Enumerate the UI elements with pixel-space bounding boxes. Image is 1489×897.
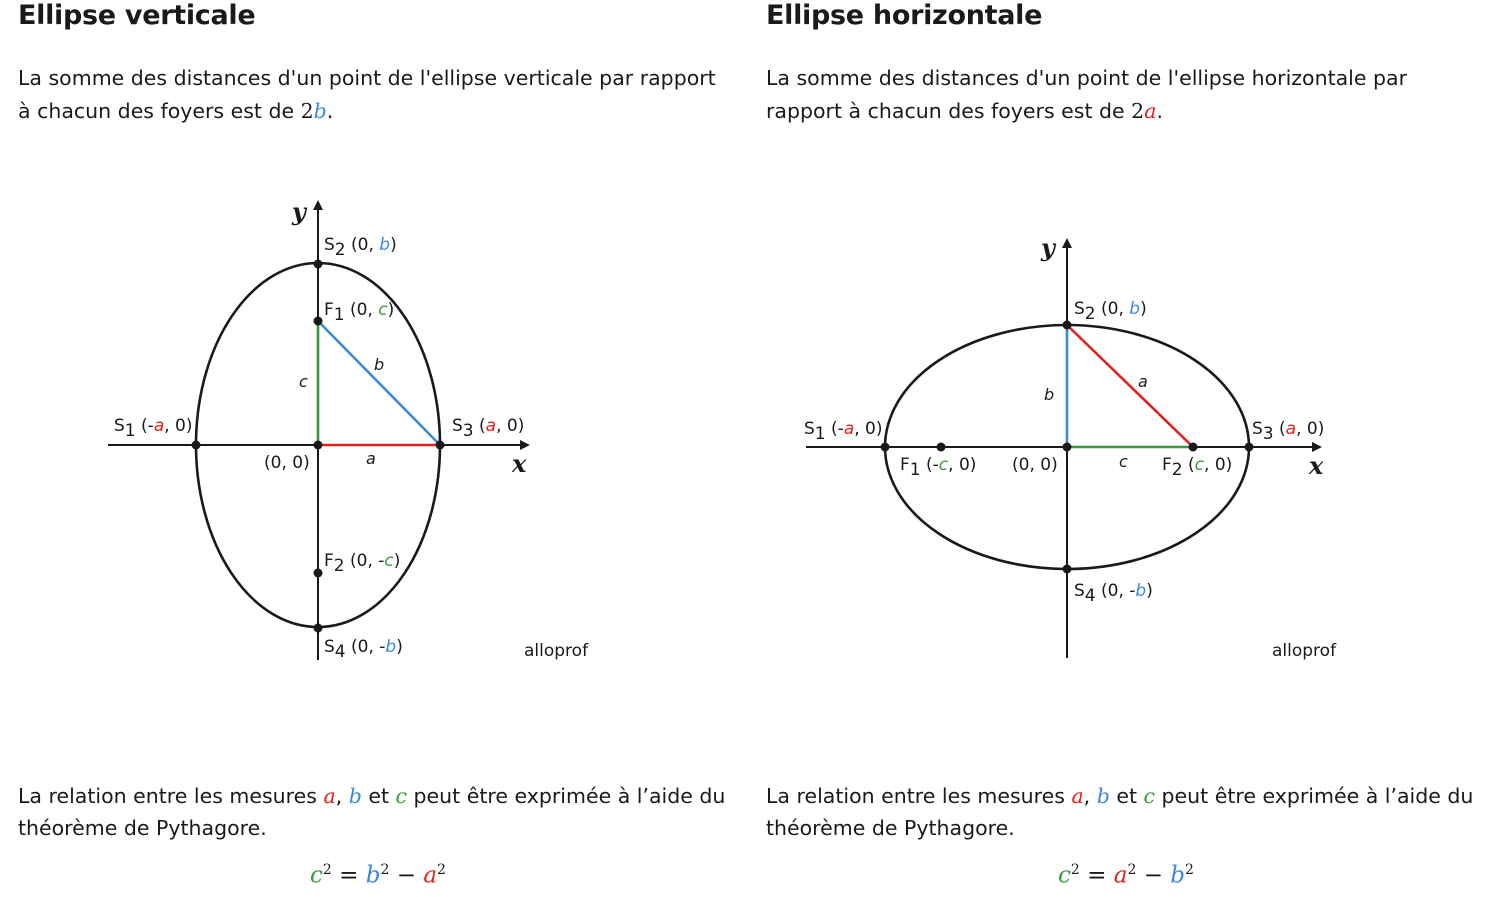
section-title: Ellipse verticale (18, 0, 256, 31)
point-s2 (1063, 321, 1072, 330)
label-origin: (0, 0) (264, 453, 310, 473)
label-s2: S2 (0, b) (324, 235, 397, 260)
segment-b-label: b (374, 355, 385, 374)
formula-exp: 2 (1127, 862, 1137, 878)
x-axis-label: x (512, 449, 527, 478)
label-f1: F1 (0, c) (324, 300, 395, 325)
point-s4 (314, 624, 323, 633)
alloprof-logo: alloprof (524, 641, 589, 661)
y-axis-label: y (292, 197, 306, 226)
horizontal-ellipse-diagram (794, 230, 1374, 670)
formula-exp: 2 (1185, 862, 1194, 878)
relation-var-c: c (1143, 784, 1156, 808)
point-f1 (314, 317, 323, 326)
intro-factor: 2 (1131, 99, 1145, 123)
intro-end: . (1156, 99, 1163, 123)
point-s4 (1063, 565, 1072, 574)
intro-variable: a (1144, 99, 1157, 123)
point-s1 (881, 443, 890, 452)
label-f2: F2 (0, -c) (324, 551, 401, 576)
pythagore-formula (766, 862, 1486, 889)
section-title: Ellipse horizontale (766, 0, 1043, 31)
label-s1: S1 (-a, 0) (804, 419, 883, 444)
formula-rhs2: b (1170, 862, 1186, 889)
point-f2 (1189, 443, 1198, 452)
point-s2 (314, 260, 323, 269)
relation-paragraph (18, 780, 733, 844)
pythagore-formula (18, 862, 738, 889)
formula-minus: − (396, 862, 416, 889)
segment-a-label: a (366, 449, 376, 468)
relation-end: peut être exprimée à l’aide du théorème de Pythagore. (18, 784, 726, 840)
x-axis-label: x (1309, 451, 1324, 480)
formula-exp: 2 (1070, 862, 1080, 878)
relation-var-a: a (1071, 784, 1084, 808)
segment-a (1067, 325, 1193, 447)
point-f2 (314, 569, 323, 578)
vertical-ellipse-diagram (100, 190, 620, 670)
relation-var-b: b (348, 784, 362, 808)
relation-var-a: a (323, 784, 336, 808)
formula-exp: 2 (437, 862, 446, 878)
horizontal-ellipse-section (766, 0, 1486, 897)
point-f1 (937, 443, 946, 452)
label-s1: S1 (-a, 0) (114, 416, 193, 441)
formula-lhs: c (310, 862, 323, 889)
intro-paragraph (766, 62, 1481, 128)
label-s4: S4 (0, -b) (1074, 581, 1153, 606)
point-s3 (1245, 443, 1254, 452)
formula-minus: − (1143, 862, 1163, 889)
point-origin (314, 441, 323, 450)
label-s2: S2 (0, b) (1074, 299, 1147, 324)
label-s3: S3 (a, 0) (1252, 419, 1325, 444)
intro-text: La somme des distances d'un point de l'ellipse verticale par rapport à chacun des foyers est de (18, 66, 716, 123)
relation-end: peut être exprimée à l’aide du théorème de Pythagore. (766, 784, 1474, 840)
y-axis-label: y (1041, 233, 1055, 262)
point-s1 (192, 441, 201, 450)
intro-factor: 2 (300, 99, 314, 123)
segment-b-label: b (1044, 385, 1055, 404)
relation-paragraph (766, 780, 1481, 844)
relation-and: et (361, 784, 396, 808)
label-f1: F1 (-c, 0) (900, 455, 977, 480)
intro-variable: b (313, 99, 327, 123)
intro-paragraph (18, 62, 733, 128)
intro-text: La somme des distances d'un point de l'ellipse horizontale par rapport à chacun des foyers est de (766, 66, 1407, 123)
intro-end: . (326, 99, 334, 123)
segment-c-label: c (1119, 452, 1128, 471)
relation-var-c: c (395, 784, 408, 808)
relation-and: et (1109, 784, 1144, 808)
segment-a-label: a (1138, 372, 1148, 391)
formula-rhs1: b (365, 862, 381, 889)
label-origin: (0, 0) (1012, 455, 1058, 475)
vertical-ellipse-section (18, 0, 738, 897)
formula-equals: = (1087, 862, 1107, 889)
relation-separator: , (335, 784, 349, 808)
formula-rhs2: a (423, 862, 438, 889)
label-f2: F2 (c, 0) (1162, 455, 1233, 480)
relation-separator: , (1083, 784, 1097, 808)
segment-c-label: c (299, 372, 308, 391)
label-s3: S3 (a, 0) (452, 416, 525, 441)
formula-exp: 2 (322, 862, 332, 878)
relation-text: La relation entre les mesures (18, 784, 324, 808)
point-s3 (436, 441, 445, 450)
formula-lhs: c (1058, 862, 1071, 889)
formula-exp: 2 (380, 862, 390, 878)
segment-b (318, 321, 440, 445)
relation-var-b: b (1096, 784, 1110, 808)
alloprof-logo: alloprof (1272, 641, 1337, 661)
point-origin (1063, 443, 1072, 452)
relation-text: La relation entre les mesures (766, 784, 1072, 808)
formula-rhs1: a (1113, 862, 1128, 889)
formula-equals: = (339, 862, 359, 889)
label-s4: S4 (0, -b) (324, 637, 403, 662)
